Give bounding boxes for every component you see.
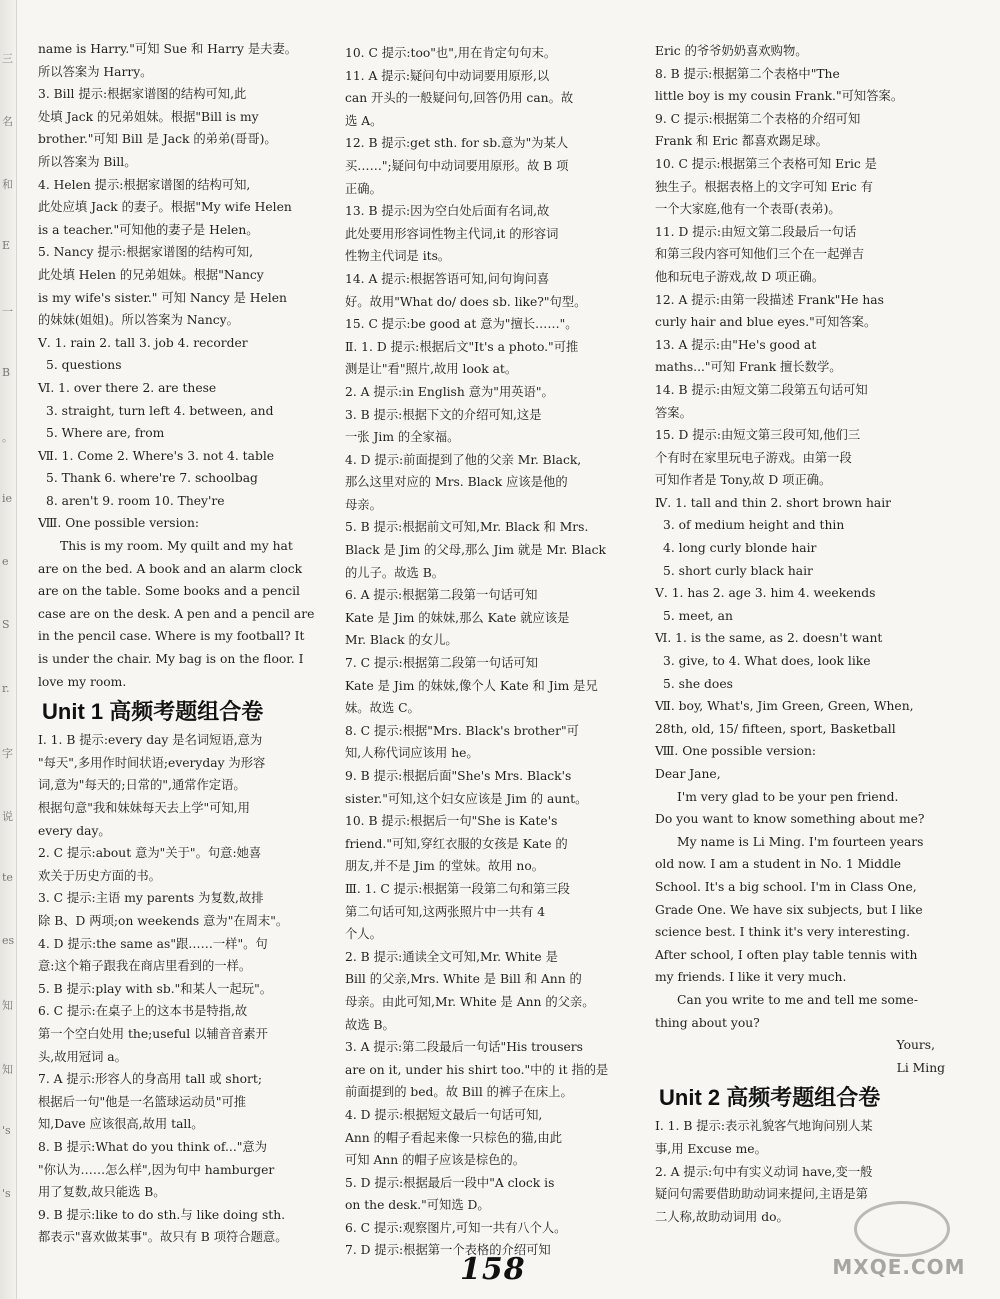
text-line: 答案。: [655, 405, 692, 420]
text-line: Ⅲ. 1. C 提示:根据第一段第二句和第三段: [345, 881, 570, 896]
text-line: 3. give, to 4. What does, look like: [663, 654, 871, 669]
text-line: are on the table. Some books and a pencil: [38, 584, 300, 599]
column-1: [38, 38, 328, 1249]
edge-fragment: ie: [2, 492, 13, 506]
text-line: is under the chair. My bag is on the floor. I: [38, 652, 304, 667]
col3-answers-a: [655, 40, 945, 1079]
text-line: 第一个空白处用 the;useful 以辅音音素开: [38, 1026, 268, 1041]
edge-fragment: 一: [2, 304, 13, 318]
text-line: 2. A 提示:句中有实义动词 have,变一般: [655, 1164, 873, 1179]
text-line: 5. B 提示:根据前文可知,Mr. Black 和 Mrs.: [345, 520, 589, 535]
text-line: Ⅴ. 1. has 2. age 3. him 4. weekends: [655, 586, 876, 601]
text-line: 4. D 提示:前面提到了他的父亲 Mr. Black,: [345, 452, 582, 467]
text-line: Ⅷ. One possible version:: [655, 744, 817, 759]
watermark-text: MXQE.COM: [832, 1255, 966, 1279]
text-line: 4. D 提示:根据短文最后一句话可知,: [345, 1107, 543, 1122]
text-line: Ⅰ. 1. B 提示:表示礼貌客气地询问别人某: [655, 1119, 873, 1134]
text-line: in the pencil case. Where is my football? It: [38, 629, 305, 644]
text-line: Black 是 Jim 的父母,那么 Jim 就是 Mr. Black: [345, 543, 606, 558]
text-line: are on it, under his shirt too."中的 it 指的是: [345, 1062, 609, 1077]
text-line: This is my room. My quilt and my hat: [60, 539, 293, 554]
text-line: 9. C 提示:根据第二个表格的介绍可知: [655, 111, 861, 126]
text-line: 此处要用形容词性物主代词,it 的形容词: [345, 226, 559, 241]
text-line: Can you write to me and tell me some-: [677, 992, 918, 1007]
text-line: 14. A 提示:根据答语可知,问句询问喜: [345, 271, 550, 286]
text-line: 6. A 提示:根据第二段第一句话可知: [345, 588, 538, 603]
text-line: 15. C 提示:be good at 意为"擅长……"。: [345, 317, 578, 332]
text-line: Grade One. We have six subjects, but I like: [655, 902, 923, 917]
text-line: 一张 Jim 的全家福。: [345, 430, 460, 445]
edge-fragment: 知: [2, 999, 13, 1013]
text-line: Ⅶ. boy, What's, Jim Green, Green, When,: [655, 699, 914, 714]
text-line: "每天",多用作时间状语;everyday 为形容: [38, 755, 266, 770]
text-line: Li Ming: [896, 1060, 945, 1075]
text-line: 头,故用冠词 a。: [38, 1049, 127, 1064]
text-line: 3. B 提示:根据下文的介绍可知,这是: [345, 407, 542, 422]
col1-answers-b: [38, 729, 328, 1249]
text-line: 5. meet, an: [663, 608, 733, 623]
text-line: 12. A 提示:由第一段描述 Frank"He has: [655, 292, 884, 307]
text-line: 性物主代词是 its。: [345, 249, 451, 264]
text-line: 5. questions: [46, 358, 122, 373]
text-line: 和第三段内容可知他们三个在一起弹吉: [655, 247, 865, 262]
text-line: Ann 的帽子看起来像一只棕色的猫,由此: [345, 1130, 562, 1145]
text-line: 7. A 提示:形容人的身高用 tall 或 short;: [38, 1072, 263, 1087]
edge-fragment: 三: [2, 52, 13, 65]
text-line: 11. A 提示:疑问句中动词要用原形,以: [345, 68, 550, 83]
text-line: 3. Bill 提示:根据家谱图的结构可知,此: [38, 87, 247, 102]
col1-answers-a: [38, 38, 328, 693]
text-line: 欢关于历史方面的书。: [38, 868, 161, 883]
text-line: 测是让"看"照片,故用 look at。: [345, 362, 518, 377]
text-line: my friends. I like it very much.: [655, 970, 847, 985]
text-line: 12. B 提示:get sth. for sb.意为"为某人: [345, 136, 569, 151]
edge-fragment: te: [2, 871, 13, 885]
text-line: 5. D 提示:根据最后一段中"A clock is: [345, 1175, 555, 1190]
text-line: 5. she does: [663, 676, 733, 691]
text-line: 一个大家庭,他有一个表哥(表弟)。: [655, 202, 841, 217]
edge-fragment: 's: [2, 1186, 11, 1200]
text-line: 5. short curly black hair: [663, 563, 813, 578]
text-line: 根据后一句"他是一名篮球运动员"可推: [38, 1094, 247, 1109]
text-line: 疑问句需要借助助动词来提问,主语是第: [655, 1187, 868, 1202]
text-line: maths..."可知 Frank 擅长数学。: [655, 360, 842, 375]
edge-fragment: 知: [2, 1062, 13, 1076]
text-line: brother."可知 Bill 是 Jack 的弟弟(哥哥)。: [38, 132, 277, 147]
text-line: 4. D 提示:the same as"跟……一样"。句: [38, 936, 268, 951]
text-line: My name is Li Ming. I'm fourteen years: [677, 834, 924, 849]
text-line: Ⅰ. 1. B 提示:every day 是名词短语,意为: [38, 733, 263, 748]
text-line: 3. C 提示:主语 my parents 为复数,故排: [38, 891, 264, 906]
edge-fragment: E: [2, 239, 11, 253]
text-line: 2. C 提示:about 意为"关于"。句意:她喜: [38, 846, 262, 861]
text-line: 用了复数,故只能选 B。: [38, 1185, 166, 1200]
text-line: old now. I am a student in No. 1 Middle: [655, 857, 902, 872]
text-line: 知,Dave 应该很高,故用 tall。: [38, 1117, 204, 1132]
text-line: 此处填 Helen 的兄弟姐妹。根据"Nancy: [38, 267, 264, 282]
text-line: Kate 是 Jim 的妹妹,那么 Kate 就应该是: [345, 610, 570, 625]
text-line: 6. C 提示:观察图片,可知一共有八个人。: [345, 1220, 567, 1235]
text-line: 独生子。根据表格上的文字可知 Eric 有: [655, 179, 873, 194]
column-2: [345, 42, 635, 1262]
text-line: 6. C 提示:在桌子上的这本书是特指,故: [38, 1004, 248, 1019]
text-line: Yours,: [896, 1038, 935, 1053]
text-line: 5. Where are, from: [46, 426, 165, 441]
text-line: School. It's a big school. I'm in Class One,: [655, 879, 917, 894]
text-line: 可知 Ann 的帽子应该是棕色的。: [345, 1153, 526, 1168]
text-line: 的儿子。故选 B。: [345, 565, 445, 580]
text-line: 所以答案为 Bill。: [38, 154, 137, 169]
edge-fragment: es: [2, 934, 15, 948]
text-line: 4. long curly blonde hair: [663, 541, 817, 556]
text-line: little boy is my cousin Frank."可知答案。: [655, 89, 904, 104]
text-line: is my wife's sister." 可知 Nancy 是 Helen: [38, 290, 287, 305]
text-line: Ⅵ. 1. is the same, as 2. doesn't want: [655, 631, 883, 646]
column-3: [655, 40, 945, 1228]
text-line: 买……";疑问句中动词要用原形。故 B 项: [345, 158, 569, 173]
text-line: thing about you?: [655, 1015, 760, 1030]
page-number: 158: [460, 1252, 526, 1287]
text-line: Ⅴ. 1. rain 2. tall 3. job 4. recorder: [38, 335, 248, 350]
text-line: science best. I think it's very interesting.: [655, 925, 911, 940]
text-line: Kate 是 Jim 的妹妹,像个人 Kate 和 Jim 是兄: [345, 678, 598, 693]
text-line: 7. C 提示:根据第二段第一句话可知: [345, 656, 538, 671]
text-line: Frank 和 Eric 都喜欢踢足球。: [655, 134, 828, 149]
text-line: every day。: [38, 823, 111, 838]
text-line: 正确。: [345, 181, 382, 196]
edge-fragment: e: [2, 555, 9, 569]
text-line: 二人称,故助动词用 do。: [655, 1209, 789, 1224]
text-line: 母亲。由此可知,Mr. White 是 Ann 的父亲。: [345, 994, 595, 1009]
text-line: 4. Helen 提示:根据家谱图的结构可知,: [38, 177, 251, 192]
text-line: are on the bed. A book and an alarm clock: [38, 561, 303, 576]
binding-edge: [0, 0, 17, 1299]
text-line: love my room.: [38, 674, 127, 689]
text-line: 知,人称代词应该用 he。: [345, 746, 479, 761]
text-line: 第二句话可知,这两张照片中一共有 4: [345, 904, 546, 919]
text-line: 14. B 提示:由短文第二段第五句话可知: [655, 382, 868, 397]
text-line: 3. A 提示:第二段最后一句话"His trousers: [345, 1040, 583, 1055]
edge-fragment: B: [2, 365, 11, 379]
text-line: 5. B 提示:play with sb."和某人一起玩"。: [38, 981, 273, 996]
text-line: 9. B 提示:根据后面"She's Mrs. Black's: [345, 769, 572, 783]
text-line: 15. D 提示:由短文第三段可知,他们三: [655, 428, 861, 443]
text-line: Ⅶ. 1. Come 2. Where's 3. not 4. table: [38, 448, 275, 463]
text-line: 前面提到的 bed。故 Bill 的裤子在床上。: [345, 1085, 573, 1100]
text-line: 母亲。: [345, 497, 382, 512]
text-line: Do you want to know something about me?: [655, 812, 925, 827]
text-line: 13. A 提示:由"He's good at: [655, 337, 817, 352]
text-line: 可知作者是 Tony,故 D 项正确。: [655, 473, 832, 488]
section-title-unit1: Unit 1 高频考题组合卷: [42, 699, 264, 725]
text-line: I'm very glad to be your pen friend.: [677, 789, 899, 804]
text-line: 那么这里对应的 Mrs. Black 应该是他的: [345, 475, 568, 490]
text-line: on the desk."可知选 D。: [345, 1198, 490, 1213]
text-line: 处填 Jack 的兄弟姐妹。根据"Bill is my: [38, 109, 259, 124]
text-line: 根据句意"我和妹妹每天去上学"可知,用: [38, 801, 250, 815]
edge-fragment: S: [2, 618, 10, 632]
text-line: 个人。: [345, 927, 382, 942]
text-line: 11. D 提示:由短文第二段最后一句话: [655, 224, 857, 239]
text-line: 2. B 提示:通读全文可知,Mr. White 是: [345, 949, 558, 964]
text-line: 3. of medium height and thin: [663, 518, 845, 533]
edge-fragment: 说: [2, 809, 13, 823]
section-title-unit2: Unit 2 高频考题组合卷: [659, 1085, 881, 1111]
edge-fragment: 字: [2, 746, 13, 760]
text-line: friend."可知,穿红衣服的女孩是 Kate 的: [345, 836, 568, 851]
text-line: "你认为……怎么样",因为句中 hamburger: [38, 1162, 275, 1177]
text-line: 3. straight, turn left 4. between, and: [46, 403, 274, 418]
edge-fragment: 和: [2, 178, 13, 192]
text-line: Bill 的父亲,Mrs. White 是 Bill 和 Ann 的: [345, 972, 582, 987]
text-line: can 开头的一般疑问句,回答仍用 can。故: [345, 91, 574, 106]
text-line: 8. C 提示:根据"Mrs. Black's brother"可: [345, 723, 579, 738]
text-line: Mr. Black 的女儿。: [345, 633, 458, 648]
text-line: 朋友,并不是 Jim 的堂妹。故用 no。: [345, 859, 545, 874]
edge-fragment: 。: [2, 430, 13, 444]
text-line: After school, I often play table tennis with: [655, 947, 918, 962]
stamp-circle-icon: [854, 1201, 950, 1257]
text-line: 他和玩电子游戏,故 D 项正确。: [655, 269, 825, 284]
text-line: 10. B 提示:根据后一句"She is Kate's: [345, 814, 558, 829]
text-line: 都表示"喜欢做某事"。故只有 B 项符合题意。: [38, 1230, 288, 1245]
text-line: Ⅵ. 1. over there 2. are these: [38, 380, 217, 395]
text-line: case are on the desk. A pen and a pencil are: [38, 606, 315, 621]
text-line: 8. aren't 9. room 10. They're: [46, 493, 225, 508]
text-line: 事,用 Excuse me。: [655, 1141, 767, 1156]
edge-fragment: 's: [2, 1123, 11, 1137]
text-line: 5. Thank 6. where're 7. schoolbag: [46, 471, 258, 486]
text-line: 28th, old, 15/ fifteen, sport, Basketball: [655, 721, 896, 736]
text-line: curly hair and blue eyes."可知答案。: [655, 315, 877, 330]
text-line: Ⅳ. 1. tall and thin 2. short brown hair: [655, 495, 892, 510]
text-line: 个有时在家里玩电子游戏。由第一段: [655, 450, 852, 465]
text-line: 10. C 提示:根据第三个表格可知 Eric 是: [655, 156, 877, 171]
text-line: 9. B 提示:like to do sth.与 like doing sth.: [38, 1207, 286, 1222]
text-line: 所以答案为 Harry。: [38, 64, 153, 79]
edge-fragment: r.: [2, 681, 10, 695]
text-line: Ⅷ. One possible version:: [38, 516, 200, 531]
text-line: Dear Jane,: [655, 767, 721, 781]
text-line: is a teacher."可知他的妻子是 Helen。: [38, 222, 259, 237]
text-line: 选 A。: [345, 113, 383, 128]
text-line: Ⅱ. 1. D 提示:根据后文"It's a photo."可推: [345, 339, 579, 354]
text-line: 5. Nancy 提示:根据家谱图的结构可知,: [38, 245, 254, 260]
text-line: 除 B、D 两项;on weekends 意为"在周末"。: [38, 913, 289, 928]
text-line: 2. A 提示:in English 意为"用英语"。: [345, 384, 554, 399]
text-line: 8. B 提示:What do you think of..."意为: [38, 1139, 267, 1154]
text-line: 故选 B。: [345, 1017, 395, 1032]
text-line: 8. B 提示:根据第二个表格中"The: [655, 66, 840, 81]
text-line: 词,意为"每天的;日常的",通常作定语。: [38, 778, 246, 793]
text-line: 的妹妹(姐姐)。所以答案为 Nancy。: [38, 313, 239, 328]
text-line: 意:这个箱子跟我在商店里看到的一样。: [38, 959, 252, 974]
text-line: sister."可知,这个妇女应该是 Jim 的 aunt。: [345, 791, 588, 806]
text-line: 13. B 提示:因为空白处后面有名词,故: [345, 204, 550, 219]
text-line: name is Harry."可知 Sue 和 Harry 是夫妻。: [38, 42, 298, 56]
text-line: 妹。故选 C。: [345, 701, 420, 716]
text-line: 此处应填 Jack 的妻子。根据"My wife Helen: [38, 200, 292, 215]
watermark-stamp: [824, 1201, 974, 1281]
edge-fragment: 名: [2, 115, 13, 129]
text-line: 好。故用"What do/ does sb. like?"句型。: [345, 294, 587, 309]
text-line: 7. D 提示:根据第一个表格的介绍可知: [345, 1243, 551, 1258]
text-line: Eric 的爷爷奶奶喜欢购物。: [655, 44, 808, 58]
text-line: 10. C 提示:too"也",用在肯定句句末。: [345, 46, 557, 60]
